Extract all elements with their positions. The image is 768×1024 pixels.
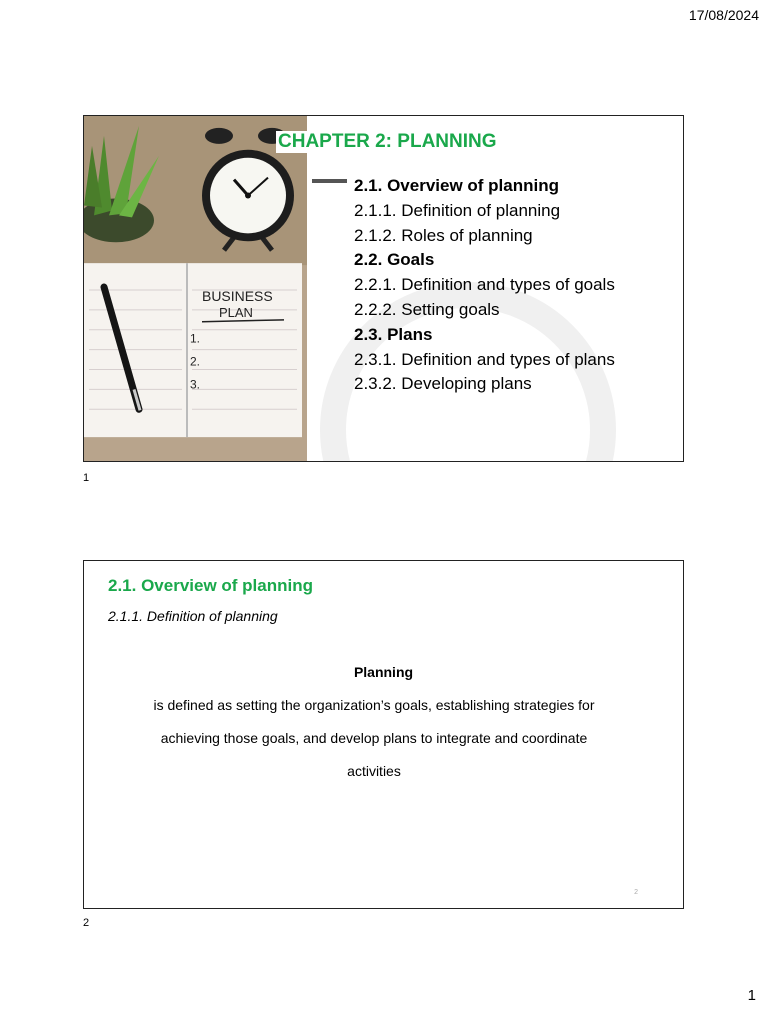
slide-2	[83, 560, 684, 909]
notebook-list-3: 3.	[190, 377, 200, 392]
toc-item: 2.3.2. Developing plans	[354, 374, 532, 394]
definition-line: is defined as setting the organization’s goals, establishing strategies for	[153, 697, 595, 713]
slide-1	[83, 115, 684, 462]
slide-2-label: 2	[83, 917, 90, 929]
toc-item: 2.2.2. Setting goals	[354, 299, 500, 319]
toc-item: 2.1.2. Roles of planning	[354, 225, 533, 245]
definition-line: achieving those goals, and develop plans to integrate and coordinate	[160, 730, 588, 746]
toc-item: 2.2.1. Definition and types of goals	[354, 275, 615, 295]
toc-item: 2.1.1. Definition of planning	[354, 200, 561, 220]
notebook-heading-line1: BUSINESS	[202, 287, 273, 304]
definition-term: Planning	[353, 664, 414, 680]
notebook-list-1: 1.	[190, 331, 200, 346]
section-title: 2.1. Overview of planning	[108, 576, 313, 595]
notebook-list-2: 2.	[190, 354, 200, 369]
toc-item: 2.1. Overview of planning	[354, 176, 559, 195]
print-date: 17/08/2024	[688, 7, 759, 23]
notebook-heading-line2: PLAN	[218, 304, 253, 320]
toc-item: 2.3. Plans	[354, 324, 433, 344]
table-of-contents	[354, 174, 615, 397]
chapter-title: CHAPTER 2: PLANNING	[278, 131, 497, 152]
section-subtitle: 2.1.1. Definition of planning	[108, 608, 278, 624]
slide-1-label: 1	[83, 472, 90, 484]
page-number: 1	[747, 987, 756, 1004]
slide-corner-number: 2	[634, 889, 638, 896]
business-plan-photo	[84, 116, 307, 461]
toc-item: 2.3.1. Definition and types of plans	[354, 349, 615, 369]
title-dash	[312, 179, 347, 183]
definition-text	[114, 689, 634, 788]
definition-line: activities	[347, 763, 401, 779]
toc-item: 2.2. Goals	[354, 250, 435, 270]
